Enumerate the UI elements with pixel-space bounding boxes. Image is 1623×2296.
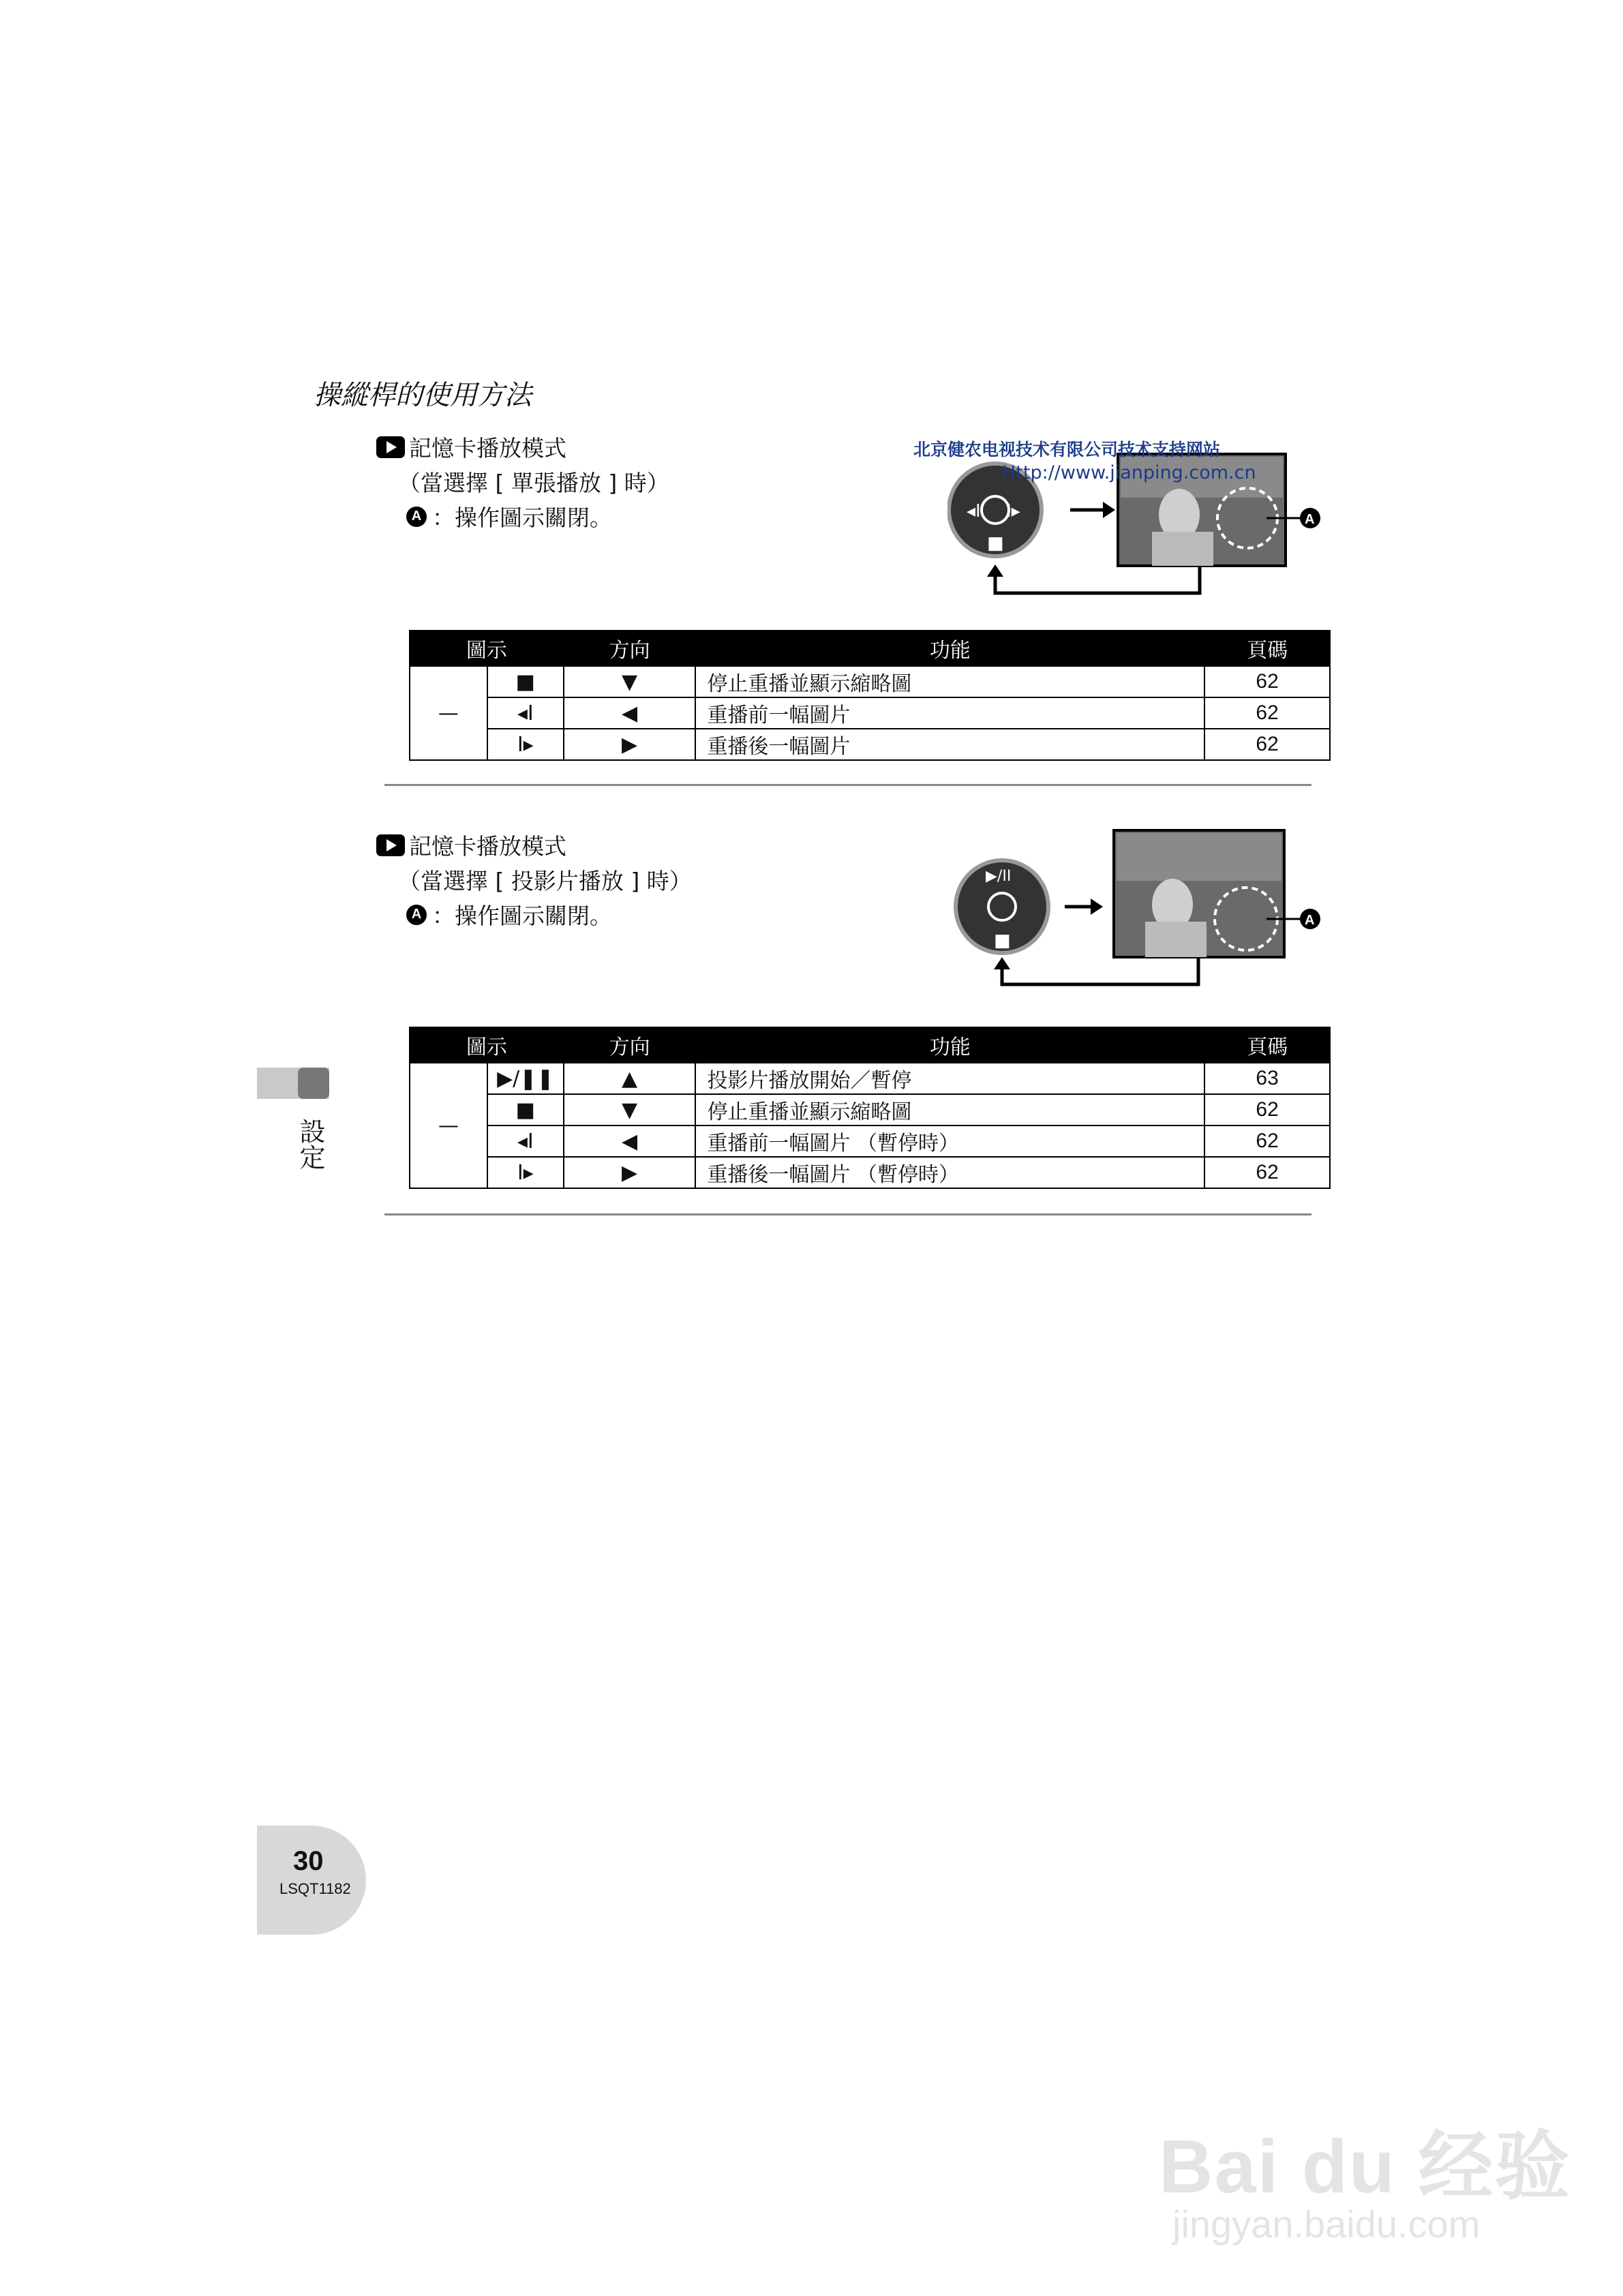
- joystick-right-icon: I▸: [1006, 501, 1020, 522]
- joystick-left-icon: ◂I: [967, 501, 981, 522]
- block2-mode-label: 記憶卡播放模式: [409, 833, 566, 860]
- function-text: 重播前一幅圖片 （暫停時）: [695, 1126, 1204, 1157]
- block2-mode-line: [376, 829, 692, 861]
- table-row: [410, 697, 1330, 729]
- block2-diagram: [947, 826, 1329, 990]
- header-icon: 圖示: [410, 631, 564, 666]
- side-tab-marker: [298, 1068, 329, 1099]
- block2-note: [406, 898, 692, 931]
- table-header-row: [410, 1027, 1330, 1063]
- function-text: 停止重播並顯示縮略圖: [695, 1094, 1204, 1126]
- next-icon: I▸: [487, 729, 564, 760]
- document-code: LSQT1182: [279, 1880, 351, 1897]
- header-function: 功能: [695, 631, 1204, 666]
- watermark-site-name: 北京健农电视技术有限公司技术支持网站: [913, 440, 1221, 459]
- joystick-stop-icon: ■: [987, 533, 1004, 554]
- stop-icon: ■: [487, 1094, 564, 1126]
- table-row: [410, 1126, 1330, 1157]
- block1-mode-label: 記憶卡播放模式: [409, 435, 566, 462]
- block1-table: [409, 630, 1331, 761]
- side-tab-label: 設定: [295, 1118, 325, 1170]
- watermark-baidu-url: jingyan.baidu.com: [1172, 2203, 1481, 2246]
- down-arrow-icon: ▼: [564, 1094, 696, 1126]
- left-arrow-icon: ◀: [564, 1126, 696, 1157]
- label-a-badge: A: [406, 507, 427, 527]
- page-ref: 62: [1204, 697, 1330, 729]
- arrow-right-icon: [1091, 898, 1103, 915]
- page-ref: 62: [1204, 1126, 1330, 1157]
- function-text: 停止重播並顯示縮略圖: [695, 666, 1204, 697]
- right-arrow-icon: ▶: [564, 729, 696, 760]
- page-ref: 63: [1204, 1063, 1330, 1094]
- function-text: 投影片播放開始／暫停: [695, 1063, 1204, 1094]
- block2-table: [409, 1027, 1331, 1189]
- group-label: —: [410, 666, 487, 760]
- page-ref: 62: [1204, 1094, 1330, 1126]
- divider: [384, 784, 1311, 786]
- block1-condition: （當選擇 [ 單張播放 ] 時）: [398, 470, 669, 496]
- page-ref: 62: [1204, 1157, 1330, 1188]
- header-direction: 方向: [564, 1027, 696, 1063]
- playback-mode-icon: [376, 436, 405, 458]
- function-text: 重播後一幅圖片 （暫停時）: [695, 1157, 1204, 1188]
- arrow-right-icon: [1103, 502, 1115, 518]
- function-text: 重播前一幅圖片: [695, 697, 1204, 729]
- header-icon: 圖示: [410, 1027, 564, 1063]
- label-a-badge: A: [406, 905, 427, 925]
- header-page: 頁碼: [1204, 1027, 1330, 1063]
- watermark-url: Http://www.jianping.com.cn: [1002, 462, 1256, 483]
- down-arrow-icon: ▼: [564, 666, 696, 697]
- joystick-stop-icon: ■: [994, 931, 1011, 951]
- group-label: —: [410, 1063, 487, 1188]
- previous-icon: ◂I: [487, 697, 564, 729]
- svg-text:A: A: [1305, 512, 1315, 527]
- block2-header: [376, 829, 692, 931]
- header-direction: 方向: [564, 631, 696, 666]
- header-page: 頁碼: [1204, 631, 1330, 666]
- play-pause-icon: ▶/❚❚: [487, 1063, 564, 1094]
- arrow-up-icon: [987, 564, 1003, 577]
- section-title: 操縱桿的使用方法: [314, 380, 532, 411]
- table-row: [410, 1157, 1330, 1188]
- header-function: 功能: [695, 1027, 1204, 1063]
- block2-condition: （當選擇 [ 投影片播放 ] 時）: [398, 868, 692, 894]
- block1-mode-line: [376, 431, 669, 463]
- table-row: [410, 729, 1330, 760]
- previous-icon: ◂I: [487, 1126, 564, 1157]
- watermark-baidu-logo: Bai du 经验: [1159, 2125, 1571, 2209]
- page-number: 30: [293, 1846, 324, 1876]
- page-ref: 62: [1204, 729, 1330, 760]
- block2-note-text: ：操作圖示關閉。: [432, 903, 612, 929]
- block1-note: [406, 500, 669, 532]
- playback-mode-icon: [376, 834, 405, 856]
- function-text: 重播後一幅圖片: [695, 729, 1204, 760]
- arrow-up-icon: [994, 957, 1010, 969]
- table-row: [410, 1063, 1330, 1094]
- next-icon: I▸: [487, 1157, 564, 1188]
- page-ref: 62: [1204, 666, 1330, 697]
- right-arrow-icon: ▶: [564, 1157, 696, 1188]
- table-row: [410, 666, 1330, 697]
- joystick-play-pause-icon: ▶/II: [986, 868, 1012, 885]
- table-header-row: [410, 631, 1330, 666]
- stop-icon: ■: [487, 666, 564, 697]
- up-arrow-icon: ▲: [564, 1063, 696, 1094]
- block1-header: [376, 431, 669, 532]
- left-arrow-icon: ◀: [564, 697, 696, 729]
- table-row: [410, 1094, 1330, 1126]
- divider: [384, 1213, 1311, 1215]
- svg-text:A: A: [1305, 913, 1315, 928]
- block1-note-text: ：操作圖示關閉。: [432, 504, 612, 531]
